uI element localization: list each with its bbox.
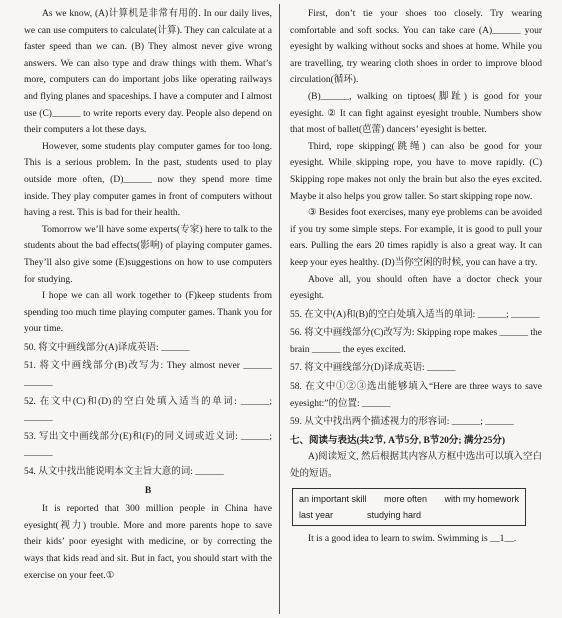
section-7-instructions: A)阅读短文, 然后根据其内容从方框中选出可以填入空白处的短语。 [290, 452, 542, 480]
question-57: 57. 将文中画线部分(D)译成英语: ______ [290, 363, 456, 374]
question-51: 51. 将文中画线部分(B)改写为: They almost never ______ ______ [24, 361, 272, 389]
question-50: 50. 将文中画线部分(A)译成英语: ______ [24, 342, 190, 353]
question-52: 52. 在文中(C)和(D)的空白处填入适当的单词: ______; ______ [24, 396, 272, 424]
word-bank-row-2 [299, 507, 519, 523]
passage-b-paragraph-3: (B)______, walking on tiptoes(脚趾) is good for your eyesight. ② It can fight against eyesight trouble. Numbers show that most of ballet(芭蕾) dancers’ eyesight is better. [290, 91, 542, 136]
passage-b-paragraph-1: It is reported that 300 million people in China have eyesight(视力) trouble. More and more parents hope to save their kids’ poor eyesight with medicine, or by correcting the ways that kids read and sit. But in fact, you should start with the exercise on your feet.① [24, 504, 272, 581]
word-bank-row-1 [299, 491, 519, 507]
column-divider [279, 4, 280, 614]
passage-a-paragraph-3: Tomorrow we’ll have some experts(专家) here to talk to the students about the bad effects(影响) of playing computer games. They’ll also give some (E)suggestions on how to use computers for studying. [24, 224, 272, 285]
passage-a-paragraph-4: I hope we can all work together to (F)keep students from spending too much time playing computer games. Thank you for your time. [24, 291, 272, 335]
right-column [290, 6, 542, 547]
section-b-heading: B [144, 485, 152, 496]
question-53: 53. 写出文中画线部分(E)和(F)的同义词或近义词: ______; ______ [24, 431, 272, 459]
question-54: 54. 从文中找出能说明本文主旨大意的词: ______ [24, 467, 224, 478]
word-bank-item: last year [299, 509, 334, 520]
question-55: 55. 在文中(A)和(B)的空白处填入适当的单词: ______; ______ [290, 309, 540, 320]
question-58: 58. 在文中①②③选出能够填入“Here are three ways to save eyesight:”的位置: ______ [290, 382, 542, 409]
passage-b-paragraph-5: ③ Besides foot exercises, many eye problems can be avoided if you try some simple steps. For example, it is good to pull your ears. Pulling the ears 20 times rapidly is also a great way. It can keep your eyes healthy. (D)当你空闲的时候, you can have a try. [290, 208, 542, 268]
passage-b-paragraph-2: First, don’t tie your shoes too closely. Try wearing comfortable and soft socks. You can take care (A)______ your eyesight by walking without socks and shoes at home. While you are travelling, try wearing cloth shoes in order to improve blood circulation(循环). [290, 9, 542, 86]
word-bank-item: more often [383, 493, 428, 504]
word-bank-box [292, 488, 526, 526]
section-7-text-start: It is a good idea to learn to swim. Swimming is __1__. [308, 533, 517, 544]
word-bank-item: an important skill [299, 493, 367, 504]
section-7-heading: 七、阅读与表达(共2节, A节5分, B节20分; 满分25分) [290, 435, 506, 446]
word-bank-item: with my homework [444, 493, 519, 504]
left-column [24, 6, 272, 584]
passage-a-paragraph-2: However, some students play computer games for too long. This is a serious problem. In the past, students used to play outside more often, (D)______ now they spend more time inside. They play computer games in front of computers without having a rest. This is bad for their health. [24, 141, 272, 219]
word-bank-item: studying hard [367, 509, 422, 520]
question-56: 56. 将文中画线部分(C)改写为: Skipping rope makes ______ the brain ______ the eyes excited. [290, 328, 542, 355]
passage-b-paragraph-4: Third, rope skipping(跳绳) can also be good for your eyesight. While skipping rope, you have to move rapidly. (C) Skipping rope makes not only the brain but also the eyes excited. Maybe it also helps you grow taller. So start skipping rope now. [290, 141, 542, 202]
passage-b-paragraph-6: Above all, you should often have a doctor check your eyesight. [290, 274, 542, 302]
passage-a-paragraph-1: As we know, (A)计算机是非常有用的. In our daily lives, we can use computers to calculate(计算). They can calculate at a faster speed than we can. (B) They almost never give wrong answers. We can also type and draw things with them. What’s more, computers can do important jobs like operating railways and flying planes and spaceships. I have a computer and I almost use (C)______ to write reports every day. People also depend on their computers a lot these days. [24, 9, 272, 136]
question-59: 59. 从文中找出两个描述视力的形容词: ______; ______ [290, 417, 514, 428]
